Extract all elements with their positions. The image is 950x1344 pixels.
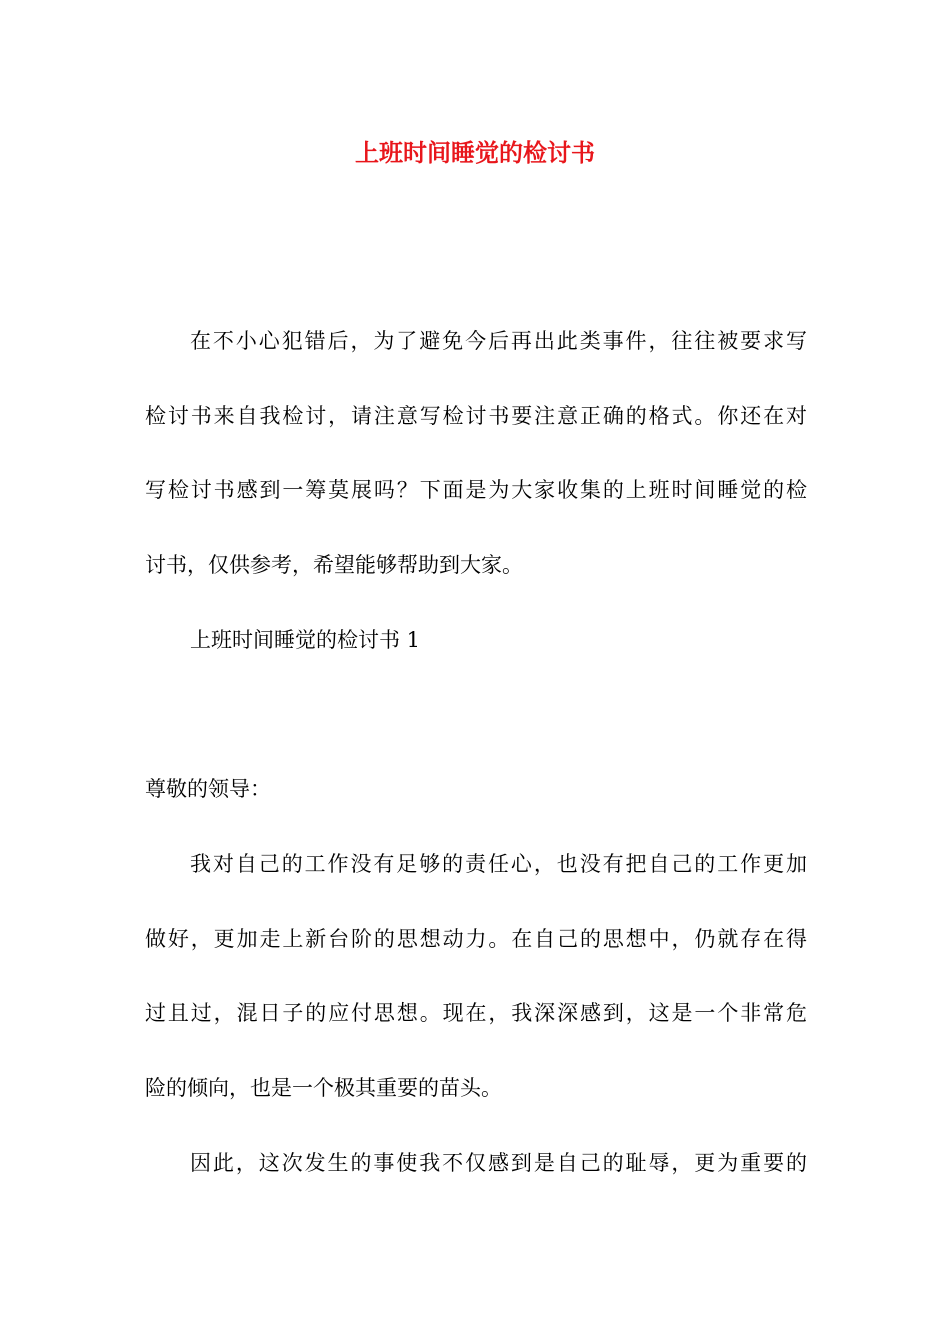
paragraph-line: 过且过，混日子的应付思想。现在，我深深感到，这是一个非常危 <box>145 1001 807 1025</box>
section-heading: 上班时间睡觉的检讨书 1 <box>190 628 421 652</box>
document-title: 上班时间睡觉的检讨书 <box>355 138 595 167</box>
intro-line: 在不小心犯错后，为了避免今后再出此类事件，往往被要求写 <box>190 329 807 353</box>
intro-line: 检讨书来自我检讨，请注意写检讨书要注意正确的格式。你还在对 <box>145 404 807 428</box>
paragraph-line: 做好，更加走上新台阶的思想动力。在自己的思想中，仍就存在得 <box>145 927 807 951</box>
intro-line: 讨书，仅供参考，希望能够帮助到大家。 <box>145 553 523 577</box>
intro-line: 写检讨书感到一筹莫展吗？下面是为大家收集的上班时间睡觉的检 <box>145 478 807 502</box>
paragraph-line: 险的倾向，也是一个极其重要的苗头。 <box>145 1076 502 1100</box>
paragraph-line: 我对自己的工作没有足够的责任心，也没有把自己的工作更加 <box>190 852 807 876</box>
paragraph-line: 因此，这次发生的事使我不仅感到是自己的耻辱，更为重要的 <box>190 1151 807 1175</box>
salutation: 尊敬的领导： <box>145 777 271 801</box>
